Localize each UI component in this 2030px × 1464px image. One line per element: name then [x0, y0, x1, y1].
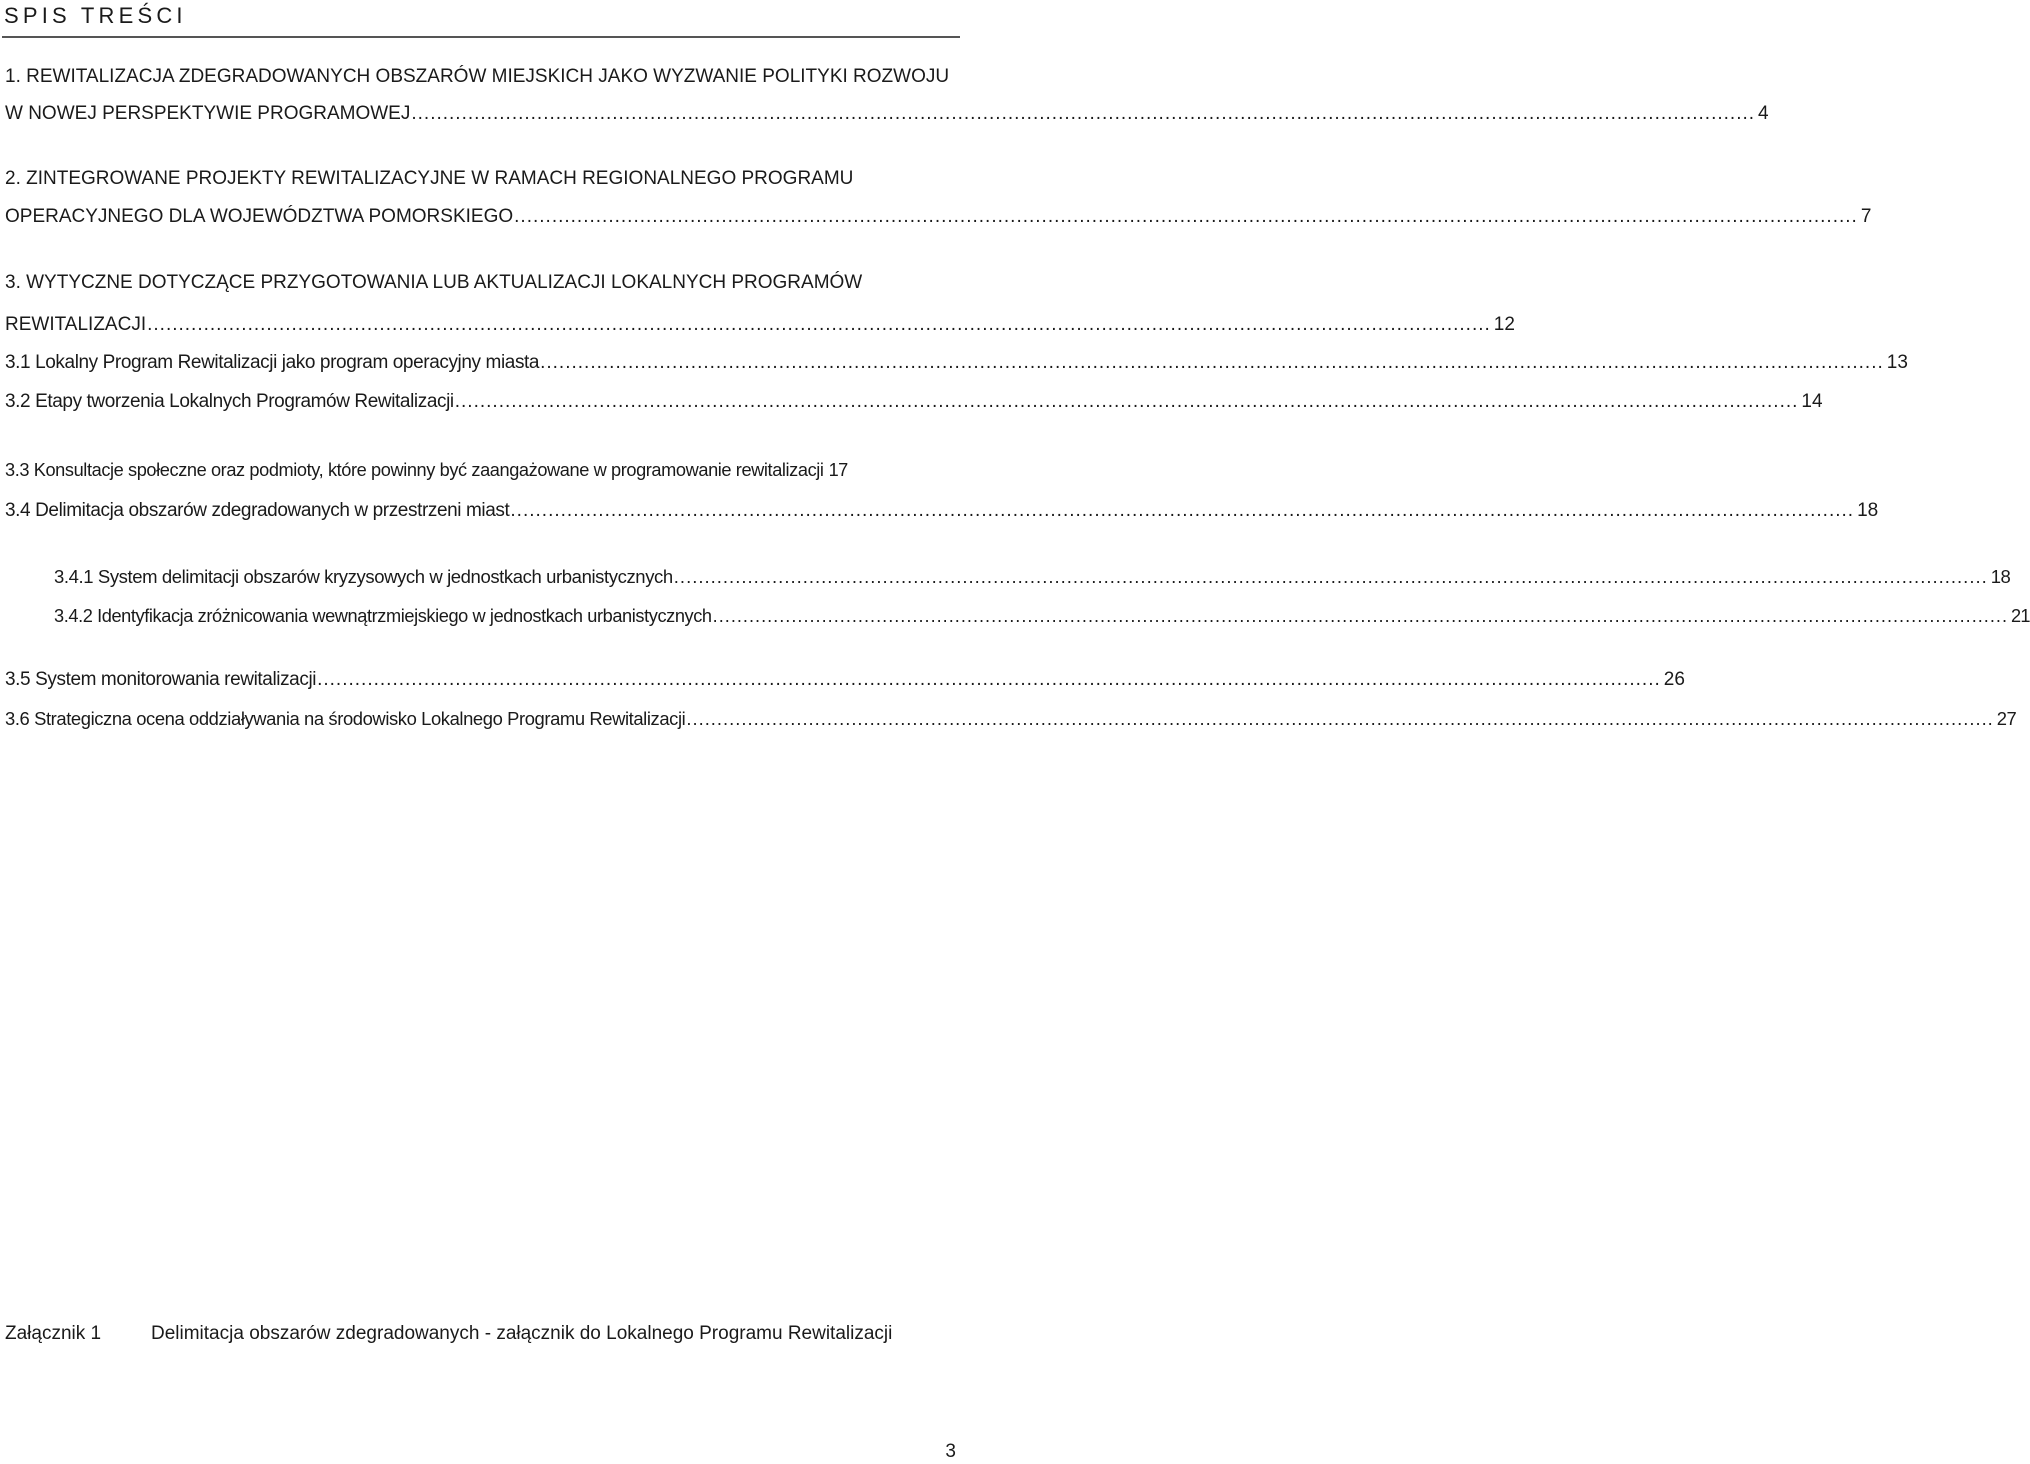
toc-entry-1-line1[interactable] [5, 60, 955, 94]
title-divider [2, 36, 960, 38]
annex-title: Delimitacja obszarów zdegradowanych - załącznik do Lokalnego Programu Rewitalizacji [151, 1323, 893, 1344]
toc-subentry-page: 17 [828, 460, 848, 480]
page-number: 3 [945, 1441, 956, 1462]
toc-entry-2-line1[interactable] [5, 162, 955, 196]
dot-leader: ...................................................................................................................................................................................................................... [712, 606, 2009, 626]
toc-subentry-3-2[interactable] [5, 385, 1823, 419]
dot-leader: ...................................................................................................................................................................................................................... [147, 314, 1491, 335]
toc-subentry-page: 14 [1801, 391, 1823, 412]
toc-subentry-text: 3.4.1 System delimitacji obszarów kryzysowych w jednostkach urbanistycznych [54, 566, 673, 587]
dot-leader: ...................................................................................................................................................................................................................... [673, 566, 1988, 587]
toc-subentry-3-4-2[interactable] [54, 599, 2030, 633]
toc-subentry-text: 3.2 Etapy tworzenia Lokalnych Programów Rewitalizacji [5, 391, 454, 412]
toc-entry-1-page: 4 [1758, 103, 1769, 124]
dot-leader: ...................................................................................................................................................................................................................... [540, 352, 1884, 373]
toc-entry-3-text: 3. WYTYCZNE DOTYCZĄCE PRZYGOTOWANIA LUB AKTUALIZACJI LOKALNYCH PROGRAMÓW [5, 272, 863, 293]
dot-leader: ...................................................................................................................................................................................................................... [514, 206, 1858, 227]
toc-entry-1-text-cont: W NOWEJ PERSPEKTYWIE PROGRAMOWEJ [5, 103, 411, 124]
toc-entry-2-text: 2. ZINTEGROWANE PROJEKTY REWITALIZACYJNE W RAMACH REGIONALNEGO PROGRAMU [5, 168, 854, 189]
toc-subentry-3-6[interactable] [5, 702, 2017, 736]
toc-entry-1-line2[interactable] [5, 97, 1769, 131]
toc-subentry-text: 3.4 Delimitacja obszarów zdegradowanych w przestrzeni miast [5, 500, 510, 521]
toc-subentry-3-5[interactable] [5, 663, 1685, 697]
toc-subentry-text: 3.5 System monitorowania rewitalizacji [5, 669, 317, 690]
dot-leader: ...................................................................................................................................................................................................................... [317, 669, 1661, 690]
toc-title: SPIS TREŚCI [4, 3, 187, 28]
annex-label: Załącznik 1 [5, 1323, 102, 1344]
toc-subentry-3-1[interactable] [5, 346, 1908, 380]
toc-subentry-3-4[interactable] [5, 494, 1879, 528]
toc-entry-1-text: 1. REWITALIZACJA ZDEGRADOWANYCH OBSZARÓW MIEJSKICH JAKO WYZWANIE POLITYKI ROZWOJU [5, 66, 950, 87]
toc-subentry-text: 3.3 Konsultacje społeczne oraz podmioty, które powinny być zaangażowane w programowanie rewitalizacji [5, 460, 824, 480]
toc-entry-2-page: 7 [1860, 206, 1872, 227]
dot-leader: ...................................................................................................................................................................................................................... [411, 103, 1756, 124]
toc-entry-3-line1[interactable] [5, 266, 955, 300]
toc-entry-2-line2[interactable] [5, 200, 1872, 234]
toc-subentry-3-4-1[interactable] [54, 560, 2011, 594]
toc-subentry-page: 21 [2011, 606, 2030, 626]
dot-leader: ...................................................................................................................................................................................................................... [510, 500, 1855, 521]
toc-subentry-3-3[interactable] [5, 453, 955, 487]
toc-subentry-text: 3.6 Strategiczna ocena oddziaływania na środowisko Lokalnego Programu Rewitalizacji [5, 708, 686, 729]
toc-entry-3-text-cont: REWITALIZACJI [5, 314, 147, 335]
toc-subentry-text: 3.1 Lokalny Program Rewitalizacji jako program operacyjny miasta [5, 352, 540, 373]
dot-leader: ...................................................................................................................................................................................................................... [454, 391, 1799, 412]
toc-subentry-page: 27 [1996, 708, 2017, 729]
toc-subentry-page: 18 [1857, 500, 1879, 521]
toc-subentry-page: 26 [1663, 669, 1685, 690]
toc-subentry-page: 18 [1990, 566, 2011, 587]
toc-entry-2-text-cont: OPERACYJNEGO DLA WOJEWÓDZTWA POMORSKIEGO [5, 206, 514, 227]
toc-subentry-page: 13 [1886, 352, 1908, 373]
toc-subentry-text: 3.4.2 Identyfikacja zróżnicowania wewnątrzmiejskiego w jednostkach urbanistycznych [54, 606, 712, 626]
dot-leader: ...................................................................................................................................................................................................................... [686, 708, 1994, 729]
toc-entry-3-page: 12 [1493, 314, 1515, 335]
toc-entry-3-line2[interactable] [5, 308, 1515, 342]
